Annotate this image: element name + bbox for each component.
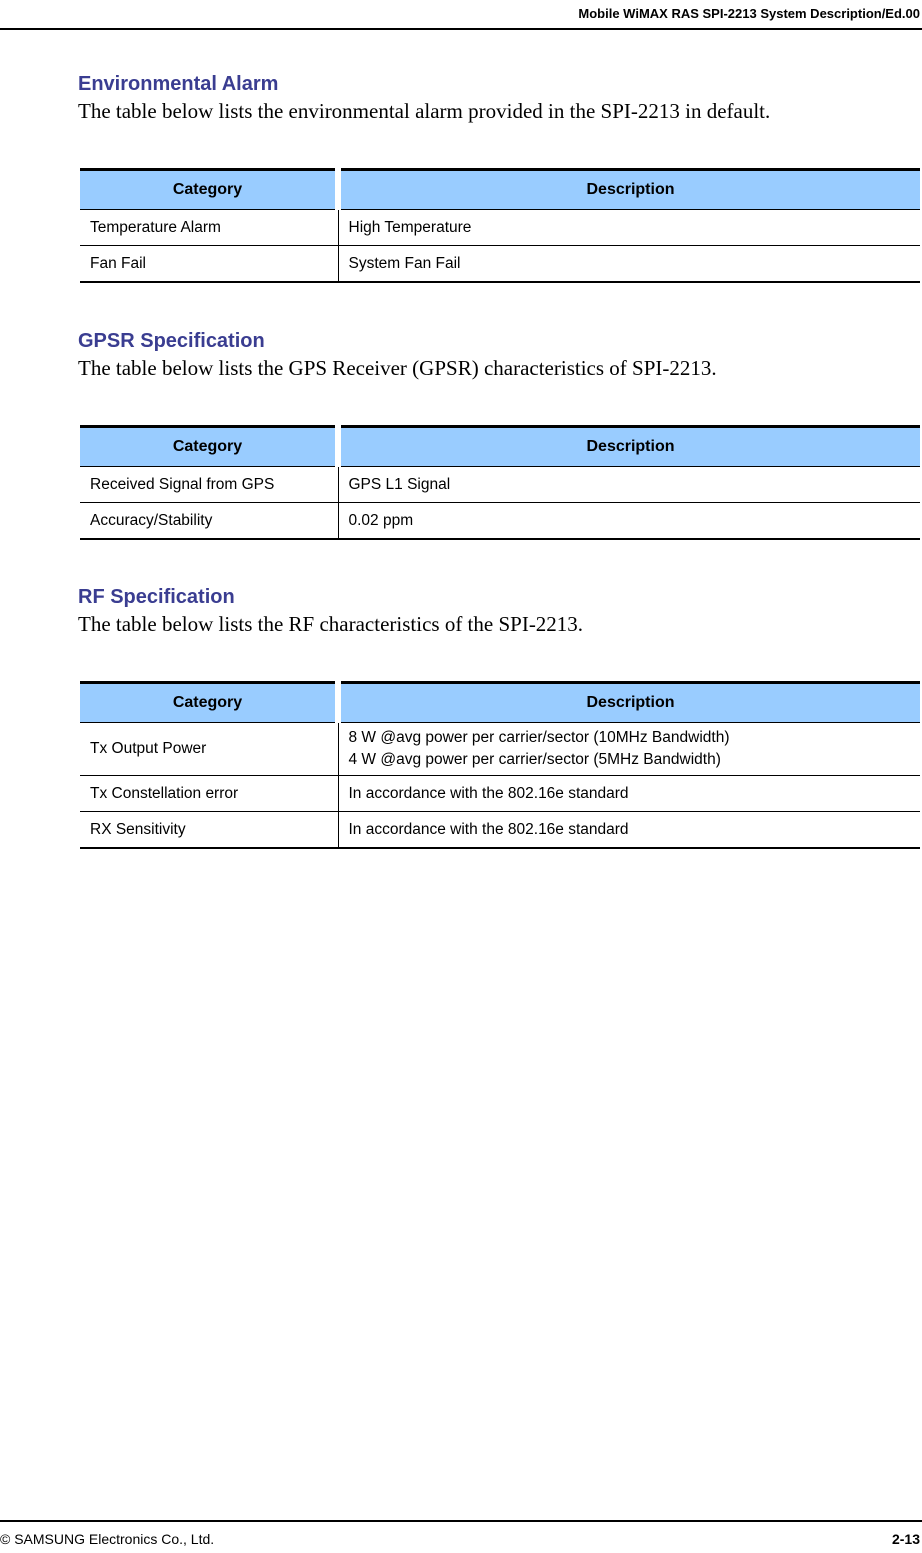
description-cell: High Temperature [338, 210, 920, 246]
description-cell [338, 723, 920, 776]
category-cell: Accuracy/Stability [80, 503, 338, 540]
column-header-description: Description [338, 683, 920, 723]
category-cell: Temperature Alarm [80, 210, 338, 246]
table-header-row [80, 170, 920, 210]
column-header-category: Category [80, 170, 338, 210]
description-cell: System Fan Fail [338, 246, 920, 283]
category-cell: Tx Constellation error [80, 776, 338, 812]
table-row [80, 467, 920, 503]
section-intro: The table below lists the GPS Receiver (GPSR) characteristics of SPI-2213. [78, 356, 717, 380]
description-cell: In accordance with the 802.16e standard [338, 812, 920, 849]
table-row [80, 246, 920, 283]
column-header-category: Category [80, 683, 338, 723]
section-heading: GPSR Specification [78, 330, 265, 352]
section-gpsr-specification [78, 327, 920, 529]
column-header-category: Category [80, 427, 338, 467]
column-header-description: Description [338, 170, 920, 210]
category-cell: Tx Output Power [80, 723, 338, 776]
table-row [80, 210, 920, 246]
page-number: 2-13 [891, 1531, 920, 1547]
page-header [0, 0, 922, 30]
environmental-alarm-table [80, 168, 920, 283]
section-rf-specification [78, 583, 920, 838]
category-cell: RX Sensitivity [80, 812, 338, 849]
category-cell: Fan Fail [80, 246, 338, 283]
table-row [80, 503, 920, 540]
table-header-row [80, 683, 920, 723]
gpsr-specification-table [80, 425, 920, 540]
page-footer [0, 1520, 922, 1553]
description-line: 8 W @avg power per carrier/sector (10MHz Bandwidth) [348, 729, 730, 746]
section-environmental-alarm [78, 70, 920, 272]
copyright-notice: © SAMSUNG Electronics Co., Ltd. [0, 1531, 215, 1547]
document-title: Mobile WiMAX RAS SPI-2213 System Description/Ed.00 [578, 6, 920, 21]
category-cell: Received Signal from GPS [80, 467, 338, 503]
description-cell: GPS L1 Signal [338, 467, 920, 503]
section-intro: The table below lists the RF characteristics of the SPI-2213. [78, 612, 584, 636]
table-header-row [80, 427, 920, 467]
table-row [80, 776, 920, 812]
table-row [80, 723, 920, 776]
description-cell: In accordance with the 802.16e standard [338, 776, 920, 812]
column-header-description: Description [338, 427, 920, 467]
description-line: 4 W @avg power per carrier/sector (5MHz Bandwidth) [348, 751, 721, 768]
rf-specification-table [80, 681, 920, 849]
section-intro: The table below lists the environmental alarm provided in the SPI-2213 in default. [78, 99, 771, 123]
table-row [80, 812, 920, 849]
description-cell: 0.02 ppm [338, 503, 920, 540]
section-heading: Environmental Alarm [78, 73, 279, 95]
section-heading: RF Specification [78, 586, 235, 608]
